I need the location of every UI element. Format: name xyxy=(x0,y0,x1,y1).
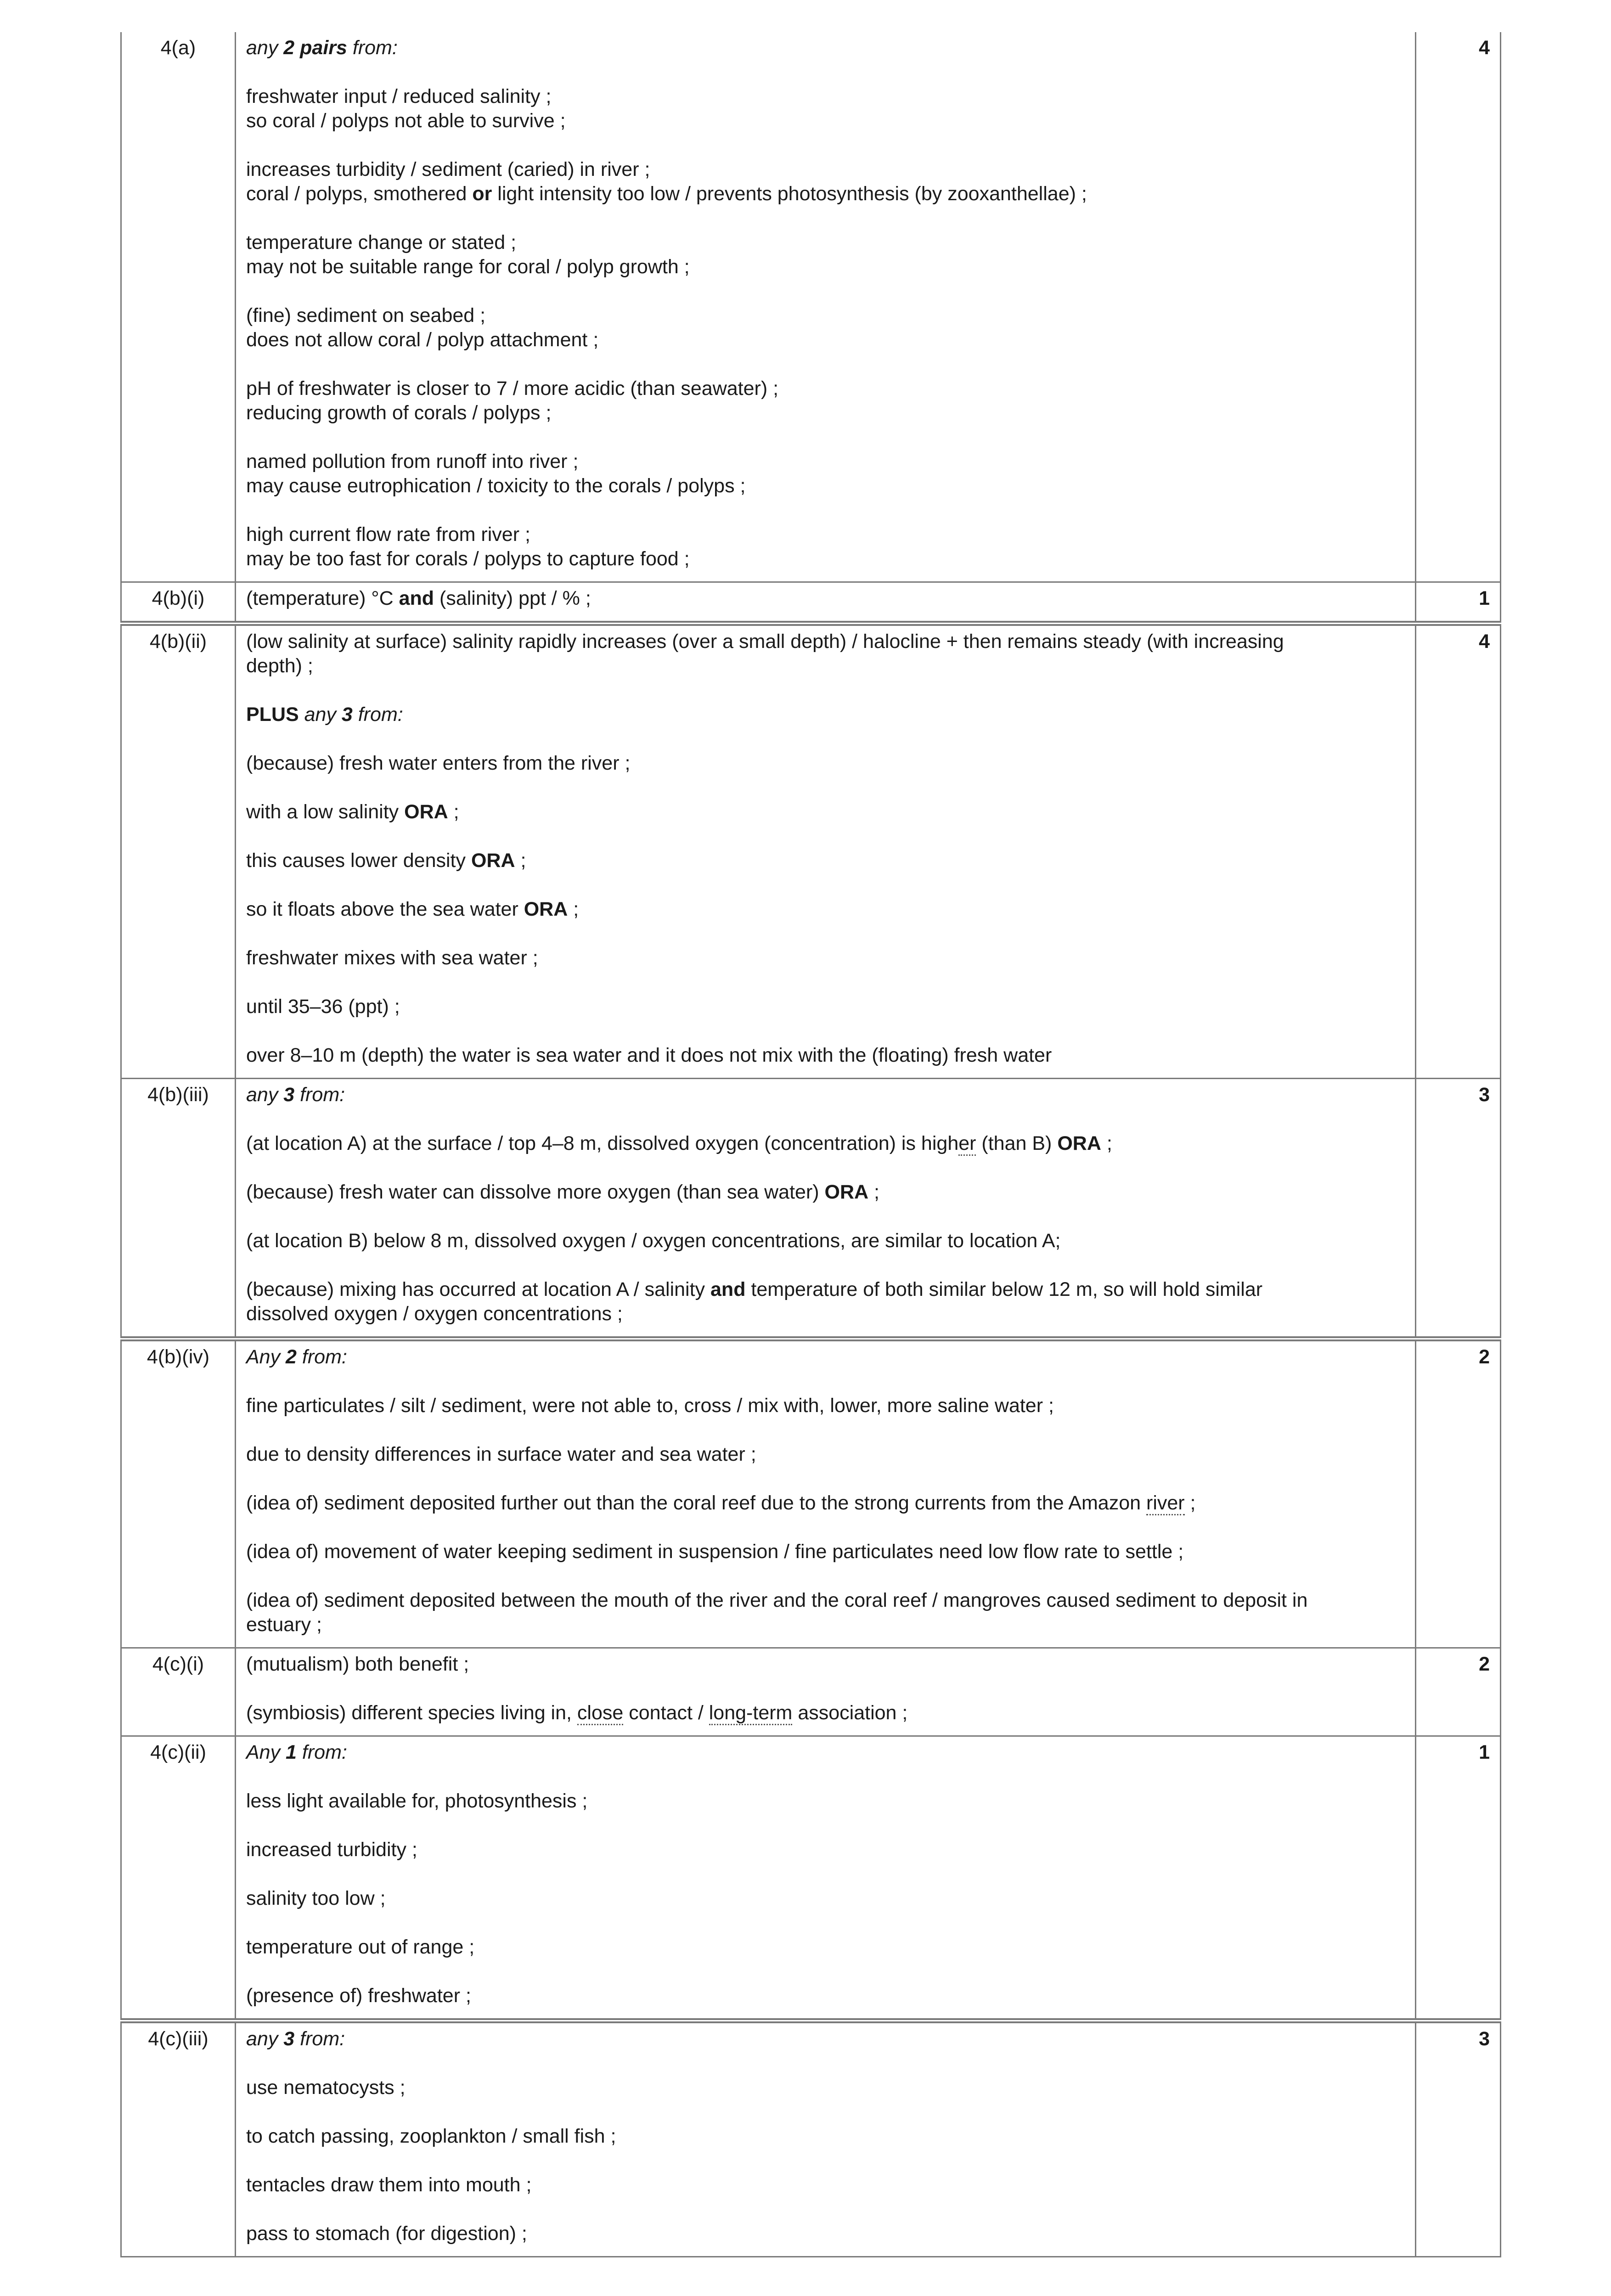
answer-text: ; xyxy=(515,850,526,872)
answer-text: and xyxy=(399,587,434,609)
answer-text: any xyxy=(246,2028,284,2050)
answer-text: due to density differences in surface water and sea water ; xyxy=(246,1443,756,1465)
answer-cell xyxy=(236,1648,1416,1736)
answer-text: use nematocysts ; xyxy=(246,2077,406,2099)
answer-text: (fine) sediment on seabed ; xyxy=(246,304,486,326)
answer-text: (at location B) below 8 m, dissolved oxygen / oxygen concentrations, are similar to location A; xyxy=(246,1230,1061,1252)
marks-value: 2 xyxy=(1416,1648,1501,1736)
answer-text: close xyxy=(577,1702,623,1725)
answer-text: temperature out of range ; xyxy=(246,1936,475,1958)
answer-text: so coral / polyps not able to survive ; xyxy=(246,110,566,132)
answer-text: ORA xyxy=(824,1181,869,1203)
answer-text: salinity too low ; xyxy=(246,1887,386,1909)
answer-line xyxy=(246,109,1405,133)
answer-text: (idea of) sediment deposited further out than the coral reef due to the strong currents from the Amazon xyxy=(246,1492,1146,1514)
answer-text: to catch passing, zooplankton / small fish ; xyxy=(246,2125,616,2147)
answer-line xyxy=(246,401,1405,425)
answer-text: high current flow rate from river ; xyxy=(246,523,530,546)
answer-line xyxy=(246,2222,1405,2246)
answer-text: er xyxy=(958,1132,976,1156)
answer-cell xyxy=(236,624,1416,1079)
answer-text: ORA xyxy=(524,898,568,920)
answer-text: (low salinity at surface) salinity rapidly increases (over a small depth) / halocline + then remains steady (with increasing xyxy=(246,630,1284,653)
answer-line xyxy=(246,1789,1405,1813)
answer-row xyxy=(121,2021,1501,2257)
answer-row xyxy=(121,1339,1501,1648)
answer-line xyxy=(246,630,1405,654)
answer-line xyxy=(246,800,1405,824)
answer-text: (at location A) at the surface / top 4–8 m, dissolved oxygen (concentration) is high xyxy=(246,1132,959,1154)
answer-text: (idea of) sediment deposited between the mouth of the river and the coral reef / mangroves caused sediment to deposit in xyxy=(246,1589,1308,1611)
answer-text: 3 xyxy=(283,1084,295,1106)
answer-row xyxy=(121,1736,1501,2021)
question-number: 4(b)(iii) xyxy=(121,1079,236,1339)
answer-text: over 8–10 m (depth) the water is sea water and it does not mix with the (floating) fresh water xyxy=(246,1044,1052,1066)
answer-text: temperature of both similar below 12 m, so will hold similar xyxy=(745,1278,1263,1300)
marks-value: 3 xyxy=(1416,1079,1501,1339)
answer-line xyxy=(246,1394,1405,1418)
answer-text: any xyxy=(246,1084,284,1106)
answer-line xyxy=(246,751,1405,776)
answer-text: Any xyxy=(246,1741,286,1763)
answer-line xyxy=(246,1180,1405,1204)
answer-text: less light available for, photosynthesis ; xyxy=(246,1790,588,1812)
answer-text: this causes lower density xyxy=(246,850,471,872)
answer-line xyxy=(246,36,1405,60)
answer-line xyxy=(246,1984,1405,2008)
answer-line xyxy=(246,182,1405,206)
mark-scheme-table xyxy=(120,32,1501,2257)
answer-line xyxy=(246,84,1405,109)
answer-text: depth) ; xyxy=(246,655,313,677)
answer-text: fine particulates / silt / sediment, were not able to, cross / mix with, lower, more saline water ; xyxy=(246,1395,1054,1417)
answer-text: freshwater input / reduced salinity ; xyxy=(246,85,552,107)
answer-cell xyxy=(236,2021,1416,2257)
answer-row xyxy=(121,582,1501,624)
answer-line xyxy=(246,2124,1405,2149)
question-number: 4(c)(ii) xyxy=(121,1736,236,2021)
answer-text: coral / polyps, smothered xyxy=(246,183,473,205)
answer-line xyxy=(246,1277,1405,1302)
answer-text: (idea of) movement of water keeping sediment in suspension / fine particulates need low flow rate to settle ; xyxy=(246,1541,1184,1563)
answer-text: with a low salinity xyxy=(246,801,405,823)
answer-line xyxy=(246,849,1405,873)
answer-text: from: xyxy=(347,37,398,59)
answer-text: 3 xyxy=(341,703,353,726)
answer-text: pH of freshwater is closer to 7 / more acidic (than seawater) ; xyxy=(246,377,779,400)
answer-line xyxy=(246,547,1405,571)
answer-text: ; xyxy=(1101,1132,1112,1154)
answer-text: ; xyxy=(568,898,579,920)
answer-line xyxy=(246,1302,1405,1326)
answer-line xyxy=(246,1886,1405,1911)
answer-line xyxy=(246,654,1405,678)
answer-text: does not allow coral / polyp attachment ; xyxy=(246,329,599,351)
answer-line xyxy=(246,474,1405,498)
answer-text: may be too fast for corals / polyps to capture food ; xyxy=(246,548,690,570)
answer-line xyxy=(246,1740,1405,1765)
answer-text: freshwater mixes with sea water ; xyxy=(246,947,538,969)
answer-text: from: xyxy=(294,2028,345,2050)
answer-cell xyxy=(236,1339,1416,1648)
answer-line xyxy=(246,1491,1405,1515)
answer-line xyxy=(246,1838,1405,1862)
answer-text: ORA xyxy=(471,850,515,872)
answer-text: river xyxy=(1146,1492,1185,1515)
answer-line xyxy=(246,255,1405,279)
answer-text: (because) fresh water can dissolve more oxygen (than sea water) xyxy=(246,1181,825,1203)
answer-line xyxy=(246,304,1405,328)
answer-line xyxy=(246,995,1405,1019)
question-number: 4(b)(i) xyxy=(121,582,236,624)
answer-text: increased turbidity ; xyxy=(246,1839,417,1861)
answer-text: 2 pairs xyxy=(283,37,347,59)
answer-row xyxy=(121,32,1501,582)
answer-line xyxy=(246,1701,1405,1725)
marks-value: 1 xyxy=(1416,582,1501,624)
marks-value: 4 xyxy=(1416,624,1501,1079)
answer-text: any xyxy=(246,37,284,59)
question-number: 4(b)(iv) xyxy=(121,1339,236,1648)
answer-line xyxy=(246,586,1405,611)
answer-text: from: xyxy=(296,1741,347,1763)
answer-text: increases turbidity / sediment (caried) in river ; xyxy=(246,158,650,180)
answer-text: may not be suitable range for coral / polyp growth ; xyxy=(246,256,690,278)
answer-text: named pollution from runoff into river ; xyxy=(246,450,579,473)
answer-cell xyxy=(236,582,1416,624)
answer-row xyxy=(121,1648,1501,1736)
answer-line xyxy=(246,1131,1405,1156)
answer-line xyxy=(246,897,1405,922)
answer-line xyxy=(246,1083,1405,1107)
answer-row xyxy=(121,1079,1501,1339)
answer-text: ORA xyxy=(1057,1132,1101,1154)
answer-text: or xyxy=(472,183,492,205)
answer-text: any xyxy=(299,703,342,726)
answer-text: temperature change or stated ; xyxy=(246,231,517,253)
answer-text: (because) fresh water enters from the river ; xyxy=(246,752,631,774)
answer-row xyxy=(121,624,1501,1079)
answer-line xyxy=(246,2076,1405,2100)
answer-line xyxy=(246,1588,1405,1613)
marks-value: 4 xyxy=(1416,32,1501,582)
answer-text: contact / xyxy=(623,1702,709,1724)
answer-text: ; xyxy=(448,801,459,823)
answer-text: light intensity too low / prevents photosynthesis (by zooxanthellae) ; xyxy=(492,183,1087,205)
answer-line xyxy=(246,1345,1405,1369)
answer-cell xyxy=(236,32,1416,582)
answer-text: long-term xyxy=(709,1702,793,1725)
answer-line xyxy=(246,1229,1405,1253)
answer-text: from: xyxy=(352,703,403,726)
answer-text: may cause eutrophication / toxicity to the corals / polyps ; xyxy=(246,475,746,497)
answer-text: 3 xyxy=(283,2028,295,2050)
answer-text: association ; xyxy=(792,1702,908,1724)
answer-line xyxy=(246,703,1405,727)
answer-line xyxy=(246,523,1405,547)
answer-line xyxy=(246,1043,1405,1068)
mark-scheme-body xyxy=(121,32,1501,2257)
answer-text: tentacles draw them into mouth ; xyxy=(246,2174,532,2196)
marks-value: 1 xyxy=(1416,1736,1501,2021)
answer-text: so it floats above the sea water xyxy=(246,898,524,920)
answer-line xyxy=(246,1442,1405,1467)
answer-line xyxy=(246,231,1405,255)
answer-text: (temperature) °C xyxy=(246,587,399,609)
answer-text: estuary ; xyxy=(246,1614,322,1636)
answer-text: 1 xyxy=(286,1741,297,1763)
answer-text: reducing growth of corals / polyps ; xyxy=(246,402,552,424)
answer-line xyxy=(246,2173,1405,2197)
answer-text: from: xyxy=(294,1084,345,1106)
answer-text: 2 xyxy=(286,1346,297,1368)
question-number: 4(b)(ii) xyxy=(121,624,236,1079)
answer-line xyxy=(246,377,1405,401)
answer-text: from: xyxy=(296,1346,347,1368)
answer-line xyxy=(246,328,1405,352)
answer-line xyxy=(246,1935,1405,1959)
answer-text: (mutualism) both benefit ; xyxy=(246,1653,469,1675)
answer-text: dissolved oxygen / oxygen concentrations ; xyxy=(246,1303,623,1325)
answer-cell xyxy=(236,1736,1416,2021)
answer-text: (than B) xyxy=(976,1132,1058,1154)
marks-value: 2 xyxy=(1416,1339,1501,1648)
answer-text: (salinity) ppt / % ; xyxy=(434,587,591,609)
answer-text: (symbiosis) different species living in, xyxy=(246,1702,577,1724)
answer-text: pass to stomach (for digestion) ; xyxy=(246,2223,527,2245)
answer-text: (presence of) freshwater ; xyxy=(246,1985,471,2007)
answer-cell xyxy=(236,1079,1416,1339)
question-number: 4(c)(iii) xyxy=(121,2021,236,2257)
question-number: 4(a) xyxy=(121,32,236,582)
answer-text: ; xyxy=(868,1181,880,1203)
answer-text: until 35–36 (ppt) ; xyxy=(246,996,400,1018)
answer-line xyxy=(246,158,1405,182)
answer-line xyxy=(246,1540,1405,1564)
answer-text: (because) mixing has occurred at location A / salinity xyxy=(246,1278,711,1300)
answer-line xyxy=(246,450,1405,474)
answer-text: ORA xyxy=(404,801,448,823)
answer-line xyxy=(246,1613,1405,1637)
answer-line xyxy=(246,1652,1405,1677)
answer-line xyxy=(246,946,1405,970)
answer-text: and xyxy=(710,1278,746,1300)
answer-line xyxy=(246,2027,1405,2051)
marks-value: 3 xyxy=(1416,2021,1501,2257)
answer-text: ; xyxy=(1184,1492,1196,1514)
question-number: 4(c)(i) xyxy=(121,1648,236,1736)
answer-text: PLUS xyxy=(246,703,299,726)
answer-text: Any xyxy=(246,1346,286,1368)
